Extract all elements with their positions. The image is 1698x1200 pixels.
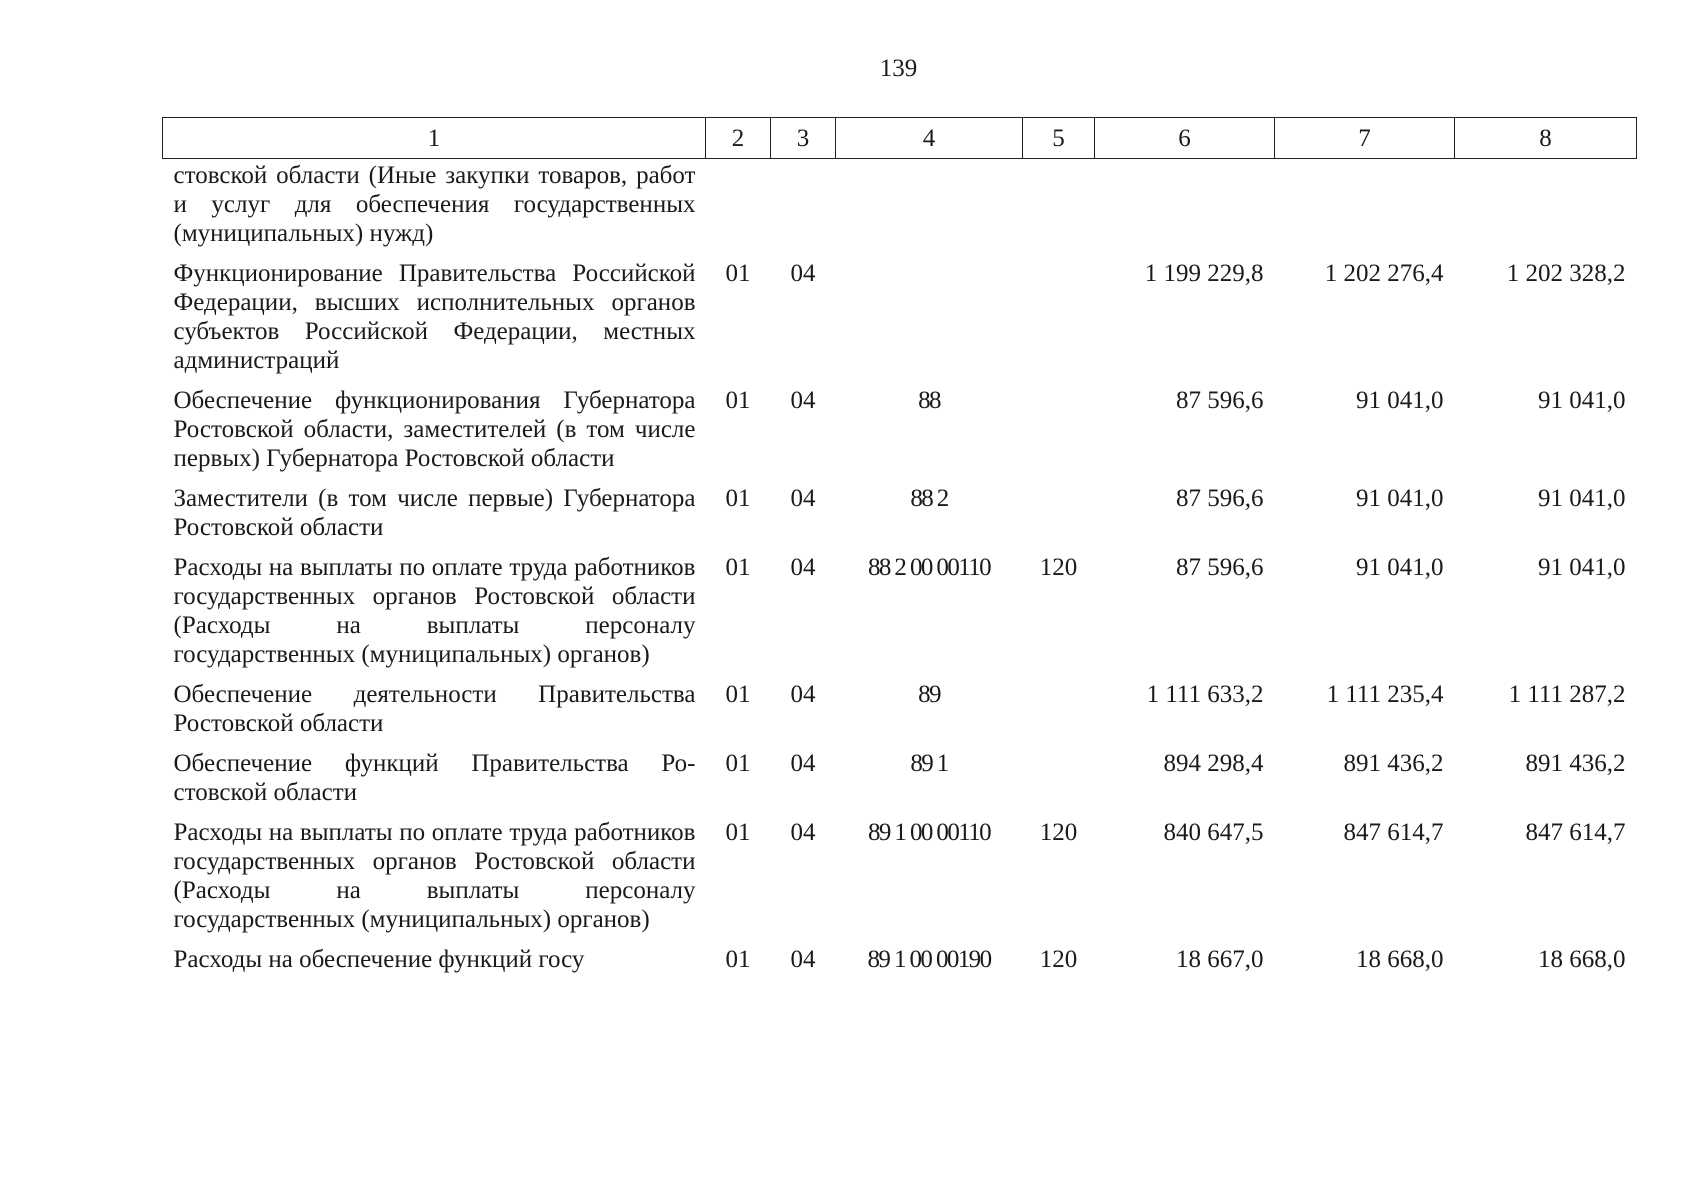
amount-col7: 18 668,0 <box>1356 946 1444 973</box>
row-name: стовской области (Иные закупки товаров, работ и услуг для обеспечения государственных (муниципальных) нужд) <box>173 162 696 247</box>
amount-col8 <box>1455 159 1637 260</box>
budget-table <box>162 117 1637 985</box>
section-code: 01 <box>725 681 751 708</box>
amount-col8: 891 436,2 <box>1525 750 1626 777</box>
table-row <box>163 386 1637 484</box>
target-article-code: 89 <box>918 681 940 708</box>
column-header: 1 <box>163 118 706 159</box>
table-body <box>163 159 1637 986</box>
amount-col7: 91 041,0 <box>1356 554 1444 581</box>
table-row <box>163 553 1637 680</box>
target-article-code: 88 <box>918 387 940 414</box>
amount-col6: 87 596,6 <box>1176 387 1264 414</box>
table-row <box>163 159 1637 260</box>
amount-col8: 91 041,0 <box>1538 554 1626 581</box>
section-code: 01 <box>725 260 751 287</box>
expense-type-code: 120 <box>1039 819 1078 846</box>
row-name: Расходы на выплаты по оплате труда работников государственных органов Ростовской области (Расходы на выплаты персоналу государственных (муниципальных) органов) <box>173 819 696 933</box>
column-header: 8 <box>1455 118 1637 159</box>
target-article-code <box>836 259 1023 386</box>
amount-col6: 87 596,6 <box>1176 485 1264 512</box>
expense-type-code <box>1023 484 1095 553</box>
column-header: 6 <box>1095 118 1275 159</box>
amount-col8: 1 202 328,2 <box>1506 260 1626 287</box>
column-header: 3 <box>771 118 836 159</box>
target-article-code: 89 1 00 00110 <box>867 819 991 846</box>
subsection-code: 04 <box>790 387 816 414</box>
amount-col7 <box>1275 159 1455 260</box>
table-row <box>163 818 1637 945</box>
amount-col7: 891 436,2 <box>1343 750 1444 777</box>
amount-col7: 847 614,7 <box>1343 819 1444 846</box>
table-row <box>163 680 1637 749</box>
subsection-code: 04 <box>790 681 816 708</box>
amount-col7: 91 041,0 <box>1356 387 1444 414</box>
amount-col6: 18 667,0 <box>1176 946 1264 973</box>
amount-col8: 18 668,0 <box>1538 946 1626 973</box>
row-name: Обеспечение функций Правительства Ростовской области <box>173 750 696 806</box>
row-name: Расходы на выплаты по оплате труда работников государственных органов Ростовской области (Расходы на выплаты персоналу государственных (муниципальных) органов) <box>173 554 696 668</box>
row-name: Расходы на обеспечение функций госу <box>173 946 585 973</box>
amount-col6: 87 596,6 <box>1176 554 1264 581</box>
table-header <box>163 118 1637 159</box>
subsection-code: 04 <box>790 750 816 777</box>
section-code: 01 <box>725 554 751 581</box>
target-article-code: 89 1 <box>910 750 948 777</box>
section-code: 01 <box>725 485 751 512</box>
table-row <box>163 945 1637 985</box>
header-row <box>163 118 1637 159</box>
subsection-code: 04 <box>790 554 816 581</box>
expense-type-code: 120 <box>1039 946 1078 973</box>
target-article-code: 88 2 <box>910 485 948 512</box>
subsection-code: 04 <box>790 260 816 287</box>
section-code: 01 <box>725 819 751 846</box>
amount-col7: 1 111 235,4 <box>1326 681 1444 708</box>
column-header: 7 <box>1275 118 1455 159</box>
amount-col7: 91 041,0 <box>1356 485 1444 512</box>
amount-col8: 1 111 287,2 <box>1508 681 1626 708</box>
row-name: Заместители (в том числе первые) Губернатора Ростовской области <box>173 485 696 541</box>
table-row <box>163 484 1637 553</box>
expense-type-code <box>1023 259 1095 386</box>
expense-type-code <box>1023 159 1095 260</box>
table-row <box>163 259 1637 386</box>
subsection-code: 04 <box>790 485 816 512</box>
row-name: Обеспечение деятельности Правительства Ростовской области <box>173 681 696 737</box>
row-name: Функционирование Правительства Российской Федерации, высших исполнительных органов субъектов Российской Федерации, местных администраций <box>173 260 696 374</box>
amount-col8: 91 041,0 <box>1538 485 1626 512</box>
amount-col8: 91 041,0 <box>1538 387 1626 414</box>
target-article-code: 89 1 00 00190 <box>867 946 991 973</box>
section-code: 01 <box>725 387 751 414</box>
amount-col7: 1 202 276,4 <box>1324 260 1444 287</box>
subsection-code: 04 <box>790 819 816 846</box>
column-header: 2 <box>706 118 771 159</box>
amount-col6 <box>1095 159 1275 260</box>
subsection-code: 04 <box>790 946 816 973</box>
amount-col6: 1 199 229,8 <box>1144 260 1264 287</box>
row-name: Обеспечение функционирования Губернатора Ростовской области, заместителей (в том числе первых) Губернатора Ростовской области <box>173 387 696 472</box>
amount-col8: 847 614,7 <box>1525 819 1626 846</box>
column-header: 4 <box>836 118 1023 159</box>
expense-type-code: 120 <box>1039 554 1078 581</box>
amount-col6: 840 647,5 <box>1163 819 1264 846</box>
expense-type-code <box>1023 680 1095 749</box>
amount-col6: 1 111 633,2 <box>1146 681 1264 708</box>
expense-type-code <box>1023 749 1095 818</box>
target-article-code: 88 2 00 00110 <box>867 554 991 581</box>
section-code: 01 <box>725 750 751 777</box>
amount-col6: 894 298,4 <box>1163 750 1264 777</box>
target-article-code <box>836 159 1023 260</box>
section-code <box>706 159 771 260</box>
table-row <box>163 749 1637 818</box>
subsection-code <box>771 159 836 260</box>
column-header: 5 <box>1023 118 1095 159</box>
expense-type-code <box>1023 386 1095 484</box>
page-number: 139 <box>879 55 918 82</box>
section-code: 01 <box>725 946 751 973</box>
